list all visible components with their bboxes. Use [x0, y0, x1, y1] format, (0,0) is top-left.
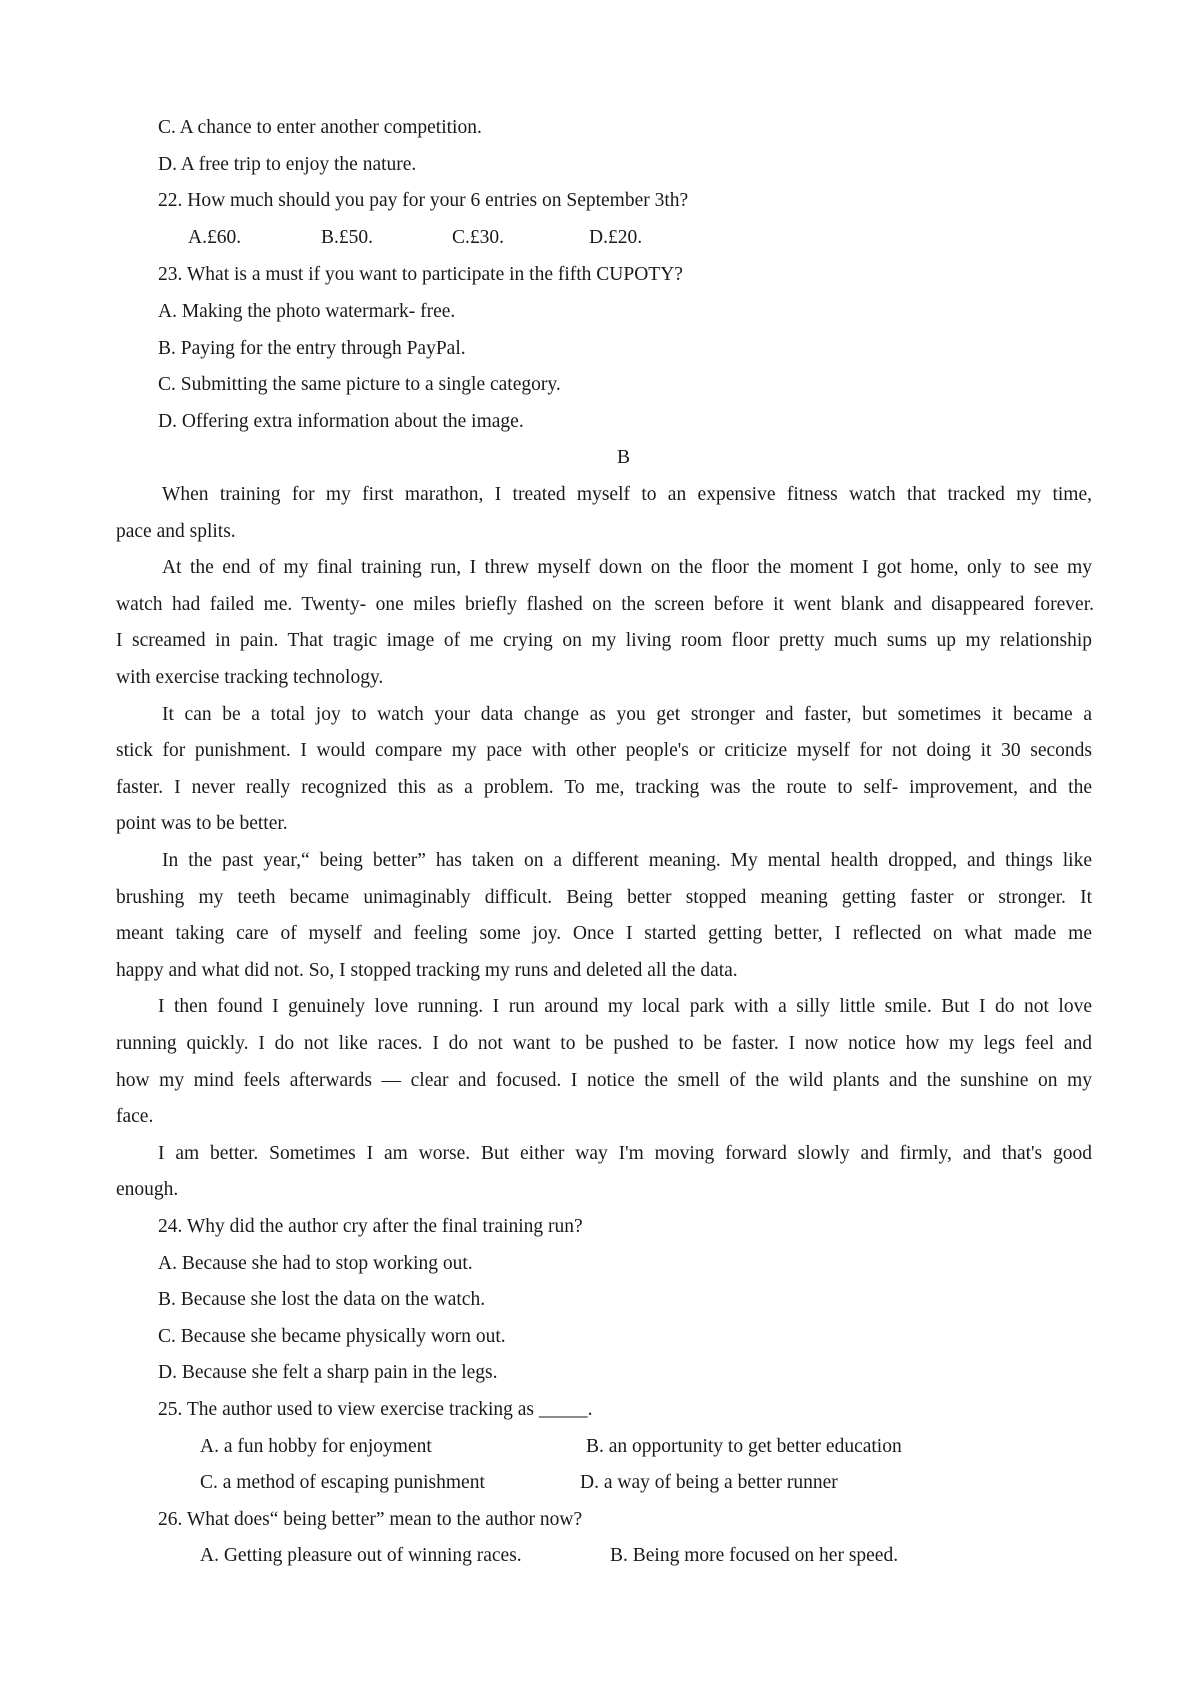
- passage-p2-line2: watch had failed me. Twenty- one miles briefly flashed on the screen before it went blank and disappeared forever.: [116, 594, 1094, 615]
- q25-option-b: B. an opportunity to get better education: [586, 1436, 902, 1457]
- q24-option-c: C. Because she became physically worn out.: [158, 1326, 506, 1347]
- q22-stem: 22. How much should you pay for your 6 entries on September 3th?: [158, 190, 689, 211]
- passage-p2-line4: with exercise tracking technology.: [116, 667, 384, 688]
- q22-options: [0, 225, 1200, 251]
- q22-option-d: D.£20.: [589, 227, 643, 248]
- passage-p1-line2: pace and splits.: [116, 521, 236, 542]
- q22-option-c: C.£30.: [452, 227, 505, 248]
- passage-p3-line1: It can be a total joy to watch your data change as you get stronger and faster, but sometimes it became a: [162, 704, 1092, 725]
- passage-p2-line3: I screamed in pain. That tragic image of me crying on my living room floor pretty much sums up my relationship: [116, 630, 1092, 651]
- q25-option-a: A. a fun hobby for enjoyment: [200, 1436, 432, 1457]
- q23-option-a: A. Making the photo watermark- free.: [158, 301, 456, 322]
- q22-option-b: B.£50.: [321, 227, 374, 248]
- q24-option-a: A. Because she had to stop working out.: [158, 1253, 473, 1274]
- q26-option-b: B. Being more focused on her speed.: [610, 1545, 899, 1566]
- passage-p1-line1: When training for my first marathon, I treated myself to an expensive fitness watch that tracked my time,: [162, 484, 1092, 505]
- q24-option-b: B. Because she lost the data on the watch.: [158, 1289, 486, 1310]
- passage-p5-line2: running quickly. I do not like races. I do not want to be pushed to be faster. I now notice how my legs feel and: [116, 1033, 1092, 1054]
- q23-stem: 23. What is a must if you want to participate in the fifth CUPOTY?: [158, 264, 683, 285]
- passage-p3-line3: faster. I never really recognized this as a problem. To me, tracking was the route to self- improvement, and the: [116, 777, 1092, 798]
- passage-p3-line4: point was to be better.: [116, 813, 288, 834]
- q25-stem: 25. The author used to view exercise tracking as _____.: [158, 1399, 593, 1420]
- section-heading: B: [617, 447, 631, 468]
- q24-option-d: D. Because she felt a sharp pain in the legs.: [158, 1362, 498, 1383]
- passage-p6-line2: enough.: [116, 1179, 179, 1200]
- q22-option-a: A.£60.: [188, 227, 242, 248]
- passage-p5-line3: how my mind feels afterwards — clear and focused. I notice the smell of the wild plants and the sunshine on my: [116, 1070, 1092, 1091]
- q26-options: [0, 1543, 1200, 1569]
- q23-option-d: D. Offering extra information about the image.: [158, 411, 524, 432]
- q26-stem: 26. What does“ being better” mean to the author now?: [158, 1509, 583, 1530]
- passage-p4-line3: meant taking care of myself and feeling some joy. Once I started getting better, I reflected on what made me: [116, 923, 1092, 944]
- q21-option-d: D. A free trip to enjoy the nature.: [158, 154, 417, 175]
- q25-options-row1: [0, 1434, 1200, 1460]
- passage-p3-line2: stick for punishment. I would compare my pace with other people's or criticize myself for not doing it 30 seconds: [116, 740, 1092, 761]
- q23-option-c: C. Submitting the same picture to a single category.: [158, 374, 561, 395]
- passage-p6-line1: I am better. Sometimes I am worse. But either way I'm moving forward slowly and firmly, and that's good: [158, 1143, 1092, 1164]
- q24-stem: 24. Why did the author cry after the final training run?: [158, 1216, 583, 1237]
- passage-p2-line1: At the end of my final training run, I threw myself down on the floor the moment I got home, only to see my: [162, 557, 1092, 578]
- passage-p5-line4: face.: [116, 1106, 154, 1127]
- q25-options-row2: [0, 1470, 1200, 1496]
- passage-p4-line4: happy and what did not. So, I stopped tracking my runs and deleted all the data.: [116, 960, 738, 981]
- q23-option-b: B. Paying for the entry through PayPal.: [158, 338, 466, 359]
- q25-option-c: C. a method of escaping punishment: [200, 1472, 485, 1493]
- passage-p5-line1: I then found I genuinely love running. I run around my local park with a silly little smile. But I do not love: [158, 996, 1092, 1017]
- q26-option-a: A. Getting pleasure out of winning races.: [200, 1545, 522, 1566]
- passage-p4-line2: brushing my teeth became unimaginably difficult. Being better stopped meaning getting faster or stronger. It: [116, 887, 1092, 908]
- q25-option-d: D. a way of being a better runner: [580, 1472, 838, 1493]
- passage-p4-line1: In the past year,“ being better” has taken on a different meaning. My mental health dropped, and things like: [162, 850, 1092, 871]
- q21-option-c: C. A chance to enter another competition.: [158, 117, 482, 138]
